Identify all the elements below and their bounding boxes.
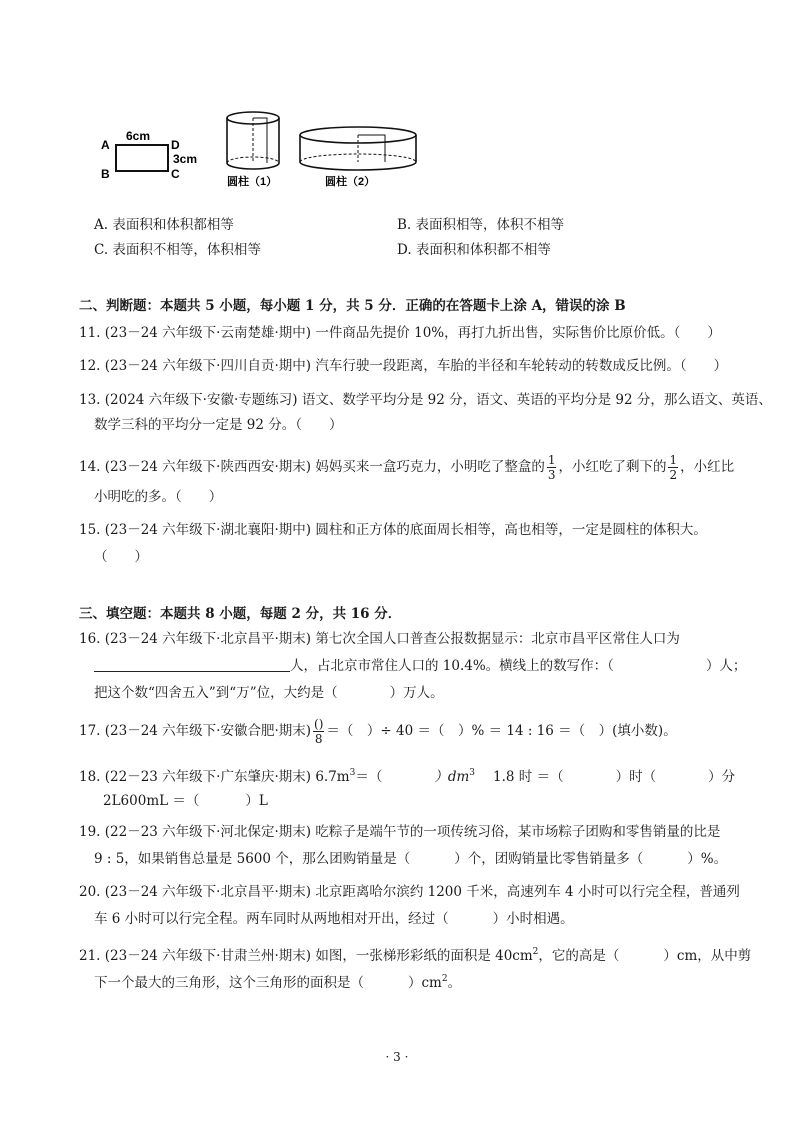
superscript: 3 xyxy=(469,768,476,778)
question-11: 11. (23－24 六年级下·云南楚雄·期中) 一件商品先提价 10%，再打九折出售，实际售价比原价低。（ ） xyxy=(79,325,721,341)
option-d: D. 表面积和体积都不相等 xyxy=(397,242,551,258)
question-17-text-a: 17. (23－24 六年级下·安徽合肥·期末) xyxy=(79,723,312,739)
question-21-line-1 xyxy=(79,943,751,965)
question-19-line-2 xyxy=(94,850,727,868)
question-14-text-a: 14. (23－24 六年级下·陕西西安·期末) 妈妈买来一盒巧克力，小明吃了整盒的 xyxy=(79,459,545,475)
question-14-text-c: ，小红比 xyxy=(680,459,735,475)
cylinder-2 xyxy=(300,127,416,170)
question-13-line-1: 13. (2024 六年级下·安徽·专题练习) 语文、数学平均分是 92 分，语文、英语的平均分是 92 分，那么语文、英语、 xyxy=(79,392,772,408)
question-17 xyxy=(79,716,677,746)
question-13-line-2: 数学三科的平均分一定是 92 分。（ ） xyxy=(94,417,343,433)
page-number: · 3 · xyxy=(385,1050,409,1064)
option-b: B. 表面积相等，体积不相等 xyxy=(397,217,565,233)
question-14-line-2: 小明吃的多。（ ） xyxy=(94,489,223,505)
question-21-text-b: ，它的高是（ xyxy=(538,948,620,964)
question-16-line-3 xyxy=(94,684,444,702)
question-16-line-2 xyxy=(94,657,746,675)
question-18-text-g: 2L600mL ＝（ xyxy=(103,793,200,809)
question-18-line-2 xyxy=(103,792,268,810)
question-21-line-2 xyxy=(94,970,461,992)
question-18-text-e: ）时（ xyxy=(615,769,657,785)
corner-c-label: C xyxy=(171,167,180,181)
superscript: 3 xyxy=(349,768,356,778)
question-18-text-a: 18. (22－23 六年级下·广东肇庆·期末) 6.7m xyxy=(79,769,350,785)
question-17-text-b: ＝（ ）÷ 40 ＝（ ）% ＝ 14 : 16 ＝（ ）(填小数)。 xyxy=(326,723,677,739)
question-21-text-a: 21. (23－24 六年级下·甘肃兰州·期末) 如图，一张梯形彩纸的面积是 40cm xyxy=(79,948,533,964)
question-12: 12. (23－24 六年级下·四川自贡·期中) 汽车行驶一段距离，车胎的半径和车轮转动的转数成反比例。（ ） xyxy=(79,358,728,374)
question-18-text-b: ＝（ xyxy=(355,769,383,785)
question-20-text-b: ）小时相遇。 xyxy=(492,911,574,927)
question-21-text-e: ）cm xyxy=(408,975,442,991)
section-3-title: 三、填空题：本题共 8 小题，每题 2 分，共 16 分． xyxy=(79,606,402,622)
option-a: A. 表面积和体积都相等 xyxy=(94,217,234,233)
question-14-text-b: ，小红吃了剩下的 xyxy=(558,459,667,475)
question-16-text-c: 把这个数“四舍五入”到“万”位，大约是（ xyxy=(94,685,338,701)
question-21-text-c: ）cm，从中剪 xyxy=(663,948,752,964)
question-16-text-d: ）万人。 xyxy=(389,685,444,701)
answer-blank-underline[interactable] xyxy=(94,657,290,672)
corner-a-label: A xyxy=(101,138,110,152)
superscript: 2 xyxy=(441,974,448,984)
question-19-line-1: 19. (22－23 六年级下·河北保定·期末) 吃粽子是端午节的一项传统习俗，某市场粽子团购和零售销量的比是 xyxy=(79,824,721,840)
fraction-one-third xyxy=(547,453,557,482)
fraction-blank-over-eight xyxy=(313,717,324,746)
fraction-numerator: () xyxy=(314,717,324,731)
cylinder-1-label: 圆柱（1） xyxy=(227,176,278,188)
question-20-line-1: 20. (23－24 六年级下·北京昌平·期末) 北京距离哈尔滨约 1200 千米，高速列车 4 小时可以行完全程，普通列 xyxy=(79,884,740,900)
question-19-text-c: ）%。 xyxy=(687,851,728,867)
question-21-text-f: 。 xyxy=(447,975,462,991)
section-2-title: 二、判断题：本题共 5 小题，每小题 1 分，共 5 分．正确的在答题卡上涂 A，错误的涂 B xyxy=(79,298,626,314)
question-15-line-1: 15. (23－24 六年级下·湖北襄阳·期中) 圆柱和正方体的底面周长相等，高也相等，一定是圆柱的体积大。 xyxy=(79,522,707,538)
question-16-line-1: 16. (23－24 六年级下·北京昌平·期末) 第七次全国人口普查公报数据显示：北京市昌平区常住人口为 xyxy=(79,631,680,647)
question-18-text-d: 1.8 时 ＝（ xyxy=(493,769,564,785)
question-19-text-b: ）个，团购销量比零售销量多（ xyxy=(454,851,644,867)
question-20-text-a: 车 6 小时可以行完全程。两车同时从两地相对开出，经过（ xyxy=(94,911,449,927)
question-18-text-h: ）L xyxy=(245,793,268,809)
question-15-line-2: （ ） xyxy=(94,549,148,565)
cylinder-2-label: 圆柱（2） xyxy=(325,176,376,188)
question-20-line-2 xyxy=(94,910,574,928)
fraction-numerator: 1 xyxy=(669,453,678,467)
question-16-text-a: 人，占北京市常住人口的 10.4%。横线上的数写作：（ xyxy=(290,658,614,674)
cylinder-1 xyxy=(227,112,279,169)
rect-height-label: 3cm xyxy=(173,152,198,166)
fraction-numerator: 1 xyxy=(547,453,556,467)
fraction-denominator: 3 xyxy=(547,468,556,482)
option-c: C. 表面积不相等，体积相等 xyxy=(94,242,261,258)
question-14-line-1 xyxy=(79,452,734,482)
question-18-text-c: ）dm xyxy=(434,769,470,785)
question-18-line-1 xyxy=(79,764,735,786)
question-18-text-f: ）分 xyxy=(708,769,736,785)
corner-d-label: D xyxy=(171,138,180,152)
corner-b-label: B xyxy=(101,167,110,181)
question-19-text-a: 9 : 5，如果销售总量是 5600 个，那么团购销量是（ xyxy=(94,851,411,867)
rectangle-abcd xyxy=(116,145,168,171)
superscript: 2 xyxy=(532,947,539,957)
geometry-figure xyxy=(95,105,425,195)
fraction-denominator: 2 xyxy=(669,468,678,482)
rect-width-label: 6cm xyxy=(126,129,151,143)
fraction-one-half xyxy=(668,453,678,482)
question-21-text-d: 下一个最大的三角形，这个三角形的面积是（ xyxy=(94,975,364,991)
fraction-denominator: 8 xyxy=(314,732,323,746)
question-16-text-b: ）人； xyxy=(705,658,747,674)
